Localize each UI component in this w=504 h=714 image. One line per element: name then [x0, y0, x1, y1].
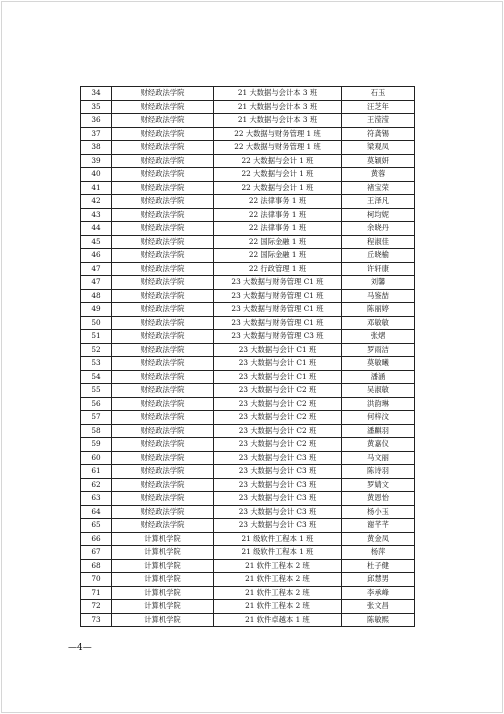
cell-number: 67	[81, 546, 112, 560]
cell-college: 财经政法学院	[112, 114, 214, 128]
cell-class: 21 大数据与会计本 3 班	[214, 87, 342, 101]
table-row	[81, 613, 415, 627]
table-row	[81, 519, 415, 533]
table-row	[81, 343, 415, 357]
cell-college: 计算机学院	[112, 613, 214, 627]
cell-class: 21 软件工程本 2 班	[214, 600, 342, 614]
cell-name: 程淑佳	[342, 235, 415, 249]
table-row	[81, 505, 415, 519]
table-row	[81, 303, 415, 317]
cell-name: 褚宝荣	[342, 181, 415, 195]
cell-college: 计算机学院	[112, 559, 214, 573]
cell-name: 汪芝年	[342, 100, 415, 114]
cell-name: 王泽凡	[342, 195, 415, 209]
cell-number: 56	[81, 397, 112, 411]
cell-name: 陈丽婷	[342, 303, 415, 317]
cell-name: 潘涵	[342, 370, 415, 384]
cell-class: 21 软件工程本 2 班	[214, 573, 342, 587]
cell-number: 46	[81, 249, 112, 263]
cell-class: 22 国际金融 1 班	[214, 235, 342, 249]
cell-college: 财经政法学院	[112, 397, 214, 411]
roster-table-body	[81, 87, 415, 627]
table-row	[81, 370, 415, 384]
cell-class: 23 大数据与财务管理 C1 班	[214, 316, 342, 330]
table-row	[81, 262, 415, 276]
cell-class: 22 行政管理 1 班	[214, 262, 342, 276]
cell-college: 财经政法学院	[112, 181, 214, 195]
cell-name: 张熠	[342, 330, 415, 344]
cell-class: 23 大数据与会计 C2 班	[214, 411, 342, 425]
cell-number: 63	[81, 492, 112, 506]
cell-class: 21 软件工程本 2 班	[214, 586, 342, 600]
cell-class: 23 大数据与会计 C3 班	[214, 451, 342, 465]
cell-number: 71	[81, 586, 112, 600]
cell-name: 杨萍	[342, 546, 415, 560]
table-row	[81, 87, 415, 101]
cell-college: 财经政法学院	[112, 438, 214, 452]
cell-class: 23 大数据与会计 C3 班	[214, 465, 342, 479]
cell-number: 65	[81, 519, 112, 533]
cell-number: 68	[81, 559, 112, 573]
table-row	[81, 154, 415, 168]
cell-class: 23 大数据与财务管理 C1 班	[214, 289, 342, 303]
cell-name: 邓敏敏	[342, 316, 415, 330]
table-row	[81, 208, 415, 222]
cell-name: 马鉴喆	[342, 289, 415, 303]
cell-college: 财经政法学院	[112, 289, 214, 303]
cell-number: 62	[81, 478, 112, 492]
cell-number: 49	[81, 303, 112, 317]
cell-name: 潘麒羽	[342, 424, 415, 438]
cell-name: 莫敏曦	[342, 357, 415, 371]
cell-class: 23 大数据与会计 C2 班	[214, 384, 342, 398]
cell-number: 51	[81, 330, 112, 344]
cell-name: 梁观凤	[342, 141, 415, 155]
table-row	[81, 330, 415, 344]
cell-class: 23 大数据与会计 C2 班	[214, 424, 342, 438]
table-row	[81, 235, 415, 249]
table-row	[81, 451, 415, 465]
cell-college: 财经政法学院	[112, 87, 214, 101]
cell-name: 柯均妮	[342, 208, 415, 222]
table-row	[81, 438, 415, 452]
table-row	[81, 127, 415, 141]
cell-class: 22 大数据与会计 1 班	[214, 181, 342, 195]
table-row	[81, 424, 415, 438]
table-row	[81, 222, 415, 236]
cell-class: 21 软件卓越本 1 班	[214, 613, 342, 627]
cell-class: 21 大数据与会计本 3 班	[214, 100, 342, 114]
table-row	[81, 249, 415, 263]
cell-name: 陈诗羽	[342, 465, 415, 479]
cell-college: 财经政法学院	[112, 451, 214, 465]
cell-number: 34	[81, 87, 112, 101]
cell-college: 财经政法学院	[112, 195, 214, 209]
table-row	[81, 397, 415, 411]
cell-name: 丘晓榆	[342, 249, 415, 263]
cell-college: 财经政法学院	[112, 127, 214, 141]
cell-number: 58	[81, 424, 112, 438]
cell-college: 财经政法学院	[112, 519, 214, 533]
cell-number: 48	[81, 289, 112, 303]
cell-college: 财经政法学院	[112, 154, 214, 168]
table-row	[81, 168, 415, 182]
cell-number: 39	[81, 154, 112, 168]
table-row	[81, 357, 415, 371]
cell-name: 符龚锡	[342, 127, 415, 141]
table-row	[81, 573, 415, 587]
cell-name: 洪韵琳	[342, 397, 415, 411]
cell-name: 何梓汶	[342, 411, 415, 425]
page-number: —4—	[68, 643, 92, 653]
cell-college: 计算机学院	[112, 532, 214, 546]
table-row	[81, 316, 415, 330]
cell-name: 莫颖妍	[342, 154, 415, 168]
cell-college: 财经政法学院	[112, 208, 214, 222]
cell-name: 陈敏熙	[342, 613, 415, 627]
cell-college: 财经政法学院	[112, 370, 214, 384]
cell-name: 刘馨	[342, 276, 415, 290]
cell-class: 22 国际金融 1 班	[214, 249, 342, 263]
cell-college: 财经政法学院	[112, 276, 214, 290]
cell-number: 66	[81, 532, 112, 546]
cell-class: 23 大数据与会计 C1 班	[214, 370, 342, 384]
cell-name: 李承峰	[342, 586, 415, 600]
cell-college: 财经政法学院	[112, 141, 214, 155]
table-row	[81, 195, 415, 209]
cell-class: 23 大数据与财务管理 C1 班	[214, 276, 342, 290]
cell-college: 财经政法学院	[112, 424, 214, 438]
cell-college: 财经政法学院	[112, 222, 214, 236]
cell-class: 21 级软件工程本 1 班	[214, 546, 342, 560]
cell-name: 邱慧男	[342, 573, 415, 587]
table-row	[81, 181, 415, 195]
cell-number: 41	[81, 181, 112, 195]
table-row	[81, 114, 415, 128]
table-row	[81, 276, 415, 290]
table-row	[81, 411, 415, 425]
cell-number: 54	[81, 370, 112, 384]
cell-number: 64	[81, 505, 112, 519]
table-row	[81, 546, 415, 560]
cell-class: 22 大数据与会计 1 班	[214, 154, 342, 168]
roster-table	[80, 86, 415, 627]
cell-class: 23 大数据与会计 C1 班	[214, 357, 342, 371]
cell-college: 计算机学院	[112, 586, 214, 600]
cell-class: 22 法律事务 1 班	[214, 195, 342, 209]
cell-number: 72	[81, 600, 112, 614]
cell-number: 53	[81, 357, 112, 371]
cell-name: 谢芊芊	[342, 519, 415, 533]
cell-number: 73	[81, 613, 112, 627]
cell-number: 35	[81, 100, 112, 114]
cell-college: 财经政法学院	[112, 262, 214, 276]
cell-number: 44	[81, 222, 112, 236]
cell-name: 马文丽	[342, 451, 415, 465]
cell-class: 23 大数据与会计 C3 班	[214, 519, 342, 533]
cell-college: 财经政法学院	[112, 465, 214, 479]
table-row	[81, 532, 415, 546]
cell-number: 36	[81, 114, 112, 128]
cell-number: 47	[81, 276, 112, 290]
cell-name: 罗婧文	[342, 478, 415, 492]
cell-college: 计算机学院	[112, 546, 214, 560]
cell-college: 计算机学院	[112, 600, 214, 614]
cell-number: 42	[81, 195, 112, 209]
table-row	[81, 600, 415, 614]
cell-class: 22 大数据与财务管理 1 班	[214, 127, 342, 141]
cell-class: 21 级软件工程本 1 班	[214, 532, 342, 546]
cell-college: 财经政法学院	[112, 303, 214, 317]
cell-class: 21 软件工程本 2 班	[214, 559, 342, 573]
cell-college: 财经政法学院	[112, 330, 214, 344]
table-row	[81, 559, 415, 573]
cell-name: 黄嘉仪	[342, 438, 415, 452]
cell-college: 财经政法学院	[112, 478, 214, 492]
cell-name: 黄金凤	[342, 532, 415, 546]
table-row	[81, 384, 415, 398]
cell-college: 计算机学院	[112, 573, 214, 587]
cell-college: 财经政法学院	[112, 100, 214, 114]
cell-college: 财经政法学院	[112, 168, 214, 182]
cell-name: 许轩康	[342, 262, 415, 276]
cell-name: 余晓丹	[342, 222, 415, 236]
table-row	[81, 465, 415, 479]
cell-class: 23 大数据与财务管理 C3 班	[214, 330, 342, 344]
cell-number: 59	[81, 438, 112, 452]
cell-class: 23 大数据与会计 C3 班	[214, 505, 342, 519]
cell-number: 47	[81, 262, 112, 276]
cell-class: 23 大数据与会计 C2 班	[214, 438, 342, 452]
table-row	[81, 586, 415, 600]
cell-class: 22 大数据与会计 1 班	[214, 168, 342, 182]
cell-number: 57	[81, 411, 112, 425]
cell-name: 黄恩怡	[342, 492, 415, 506]
cell-number: 40	[81, 168, 112, 182]
cell-number: 43	[81, 208, 112, 222]
cell-college: 财经政法学院	[112, 505, 214, 519]
cell-name: 王滢滢	[342, 114, 415, 128]
cell-college: 财经政法学院	[112, 249, 214, 263]
cell-class: 23 大数据与财务管理 C1 班	[214, 303, 342, 317]
table-row	[81, 478, 415, 492]
table-row	[81, 100, 415, 114]
cell-class: 22 大数据与财务管理 1 班	[214, 141, 342, 155]
table-row	[81, 289, 415, 303]
cell-number: 38	[81, 141, 112, 155]
cell-class: 23 大数据与会计 C1 班	[214, 343, 342, 357]
cell-class: 22 法律事务 1 班	[214, 222, 342, 236]
cell-number: 61	[81, 465, 112, 479]
cell-number: 52	[81, 343, 112, 357]
cell-class: 23 大数据与会计 C2 班	[214, 397, 342, 411]
cell-college: 财经政法学院	[112, 235, 214, 249]
cell-college: 财经政法学院	[112, 357, 214, 371]
cell-number: 70	[81, 573, 112, 587]
cell-college: 财经政法学院	[112, 316, 214, 330]
cell-name: 杜子健	[342, 559, 415, 573]
cell-name: 石玉	[342, 87, 415, 101]
cell-college: 财经政法学院	[112, 384, 214, 398]
cell-class: 23 大数据与会计 C3 班	[214, 492, 342, 506]
cell-name: 张文昌	[342, 600, 415, 614]
table-row	[81, 492, 415, 506]
cell-name: 杨小玉	[342, 505, 415, 519]
cell-class: 22 法律事务 1 班	[214, 208, 342, 222]
cell-class: 21 大数据与会计本 3 班	[214, 114, 342, 128]
cell-number: 37	[81, 127, 112, 141]
table-row	[81, 141, 415, 155]
cell-college: 财经政法学院	[112, 411, 214, 425]
cell-name: 罗雨洁	[342, 343, 415, 357]
cell-name: 吴淑敏	[342, 384, 415, 398]
cell-class: 23 大数据与会计 C3 班	[214, 478, 342, 492]
cell-number: 60	[81, 451, 112, 465]
cell-college: 财经政法学院	[112, 343, 214, 357]
cell-college: 财经政法学院	[112, 492, 214, 506]
cell-number: 55	[81, 384, 112, 398]
cell-number: 45	[81, 235, 112, 249]
cell-name: 黄蓉	[342, 168, 415, 182]
cell-number: 50	[81, 316, 112, 330]
